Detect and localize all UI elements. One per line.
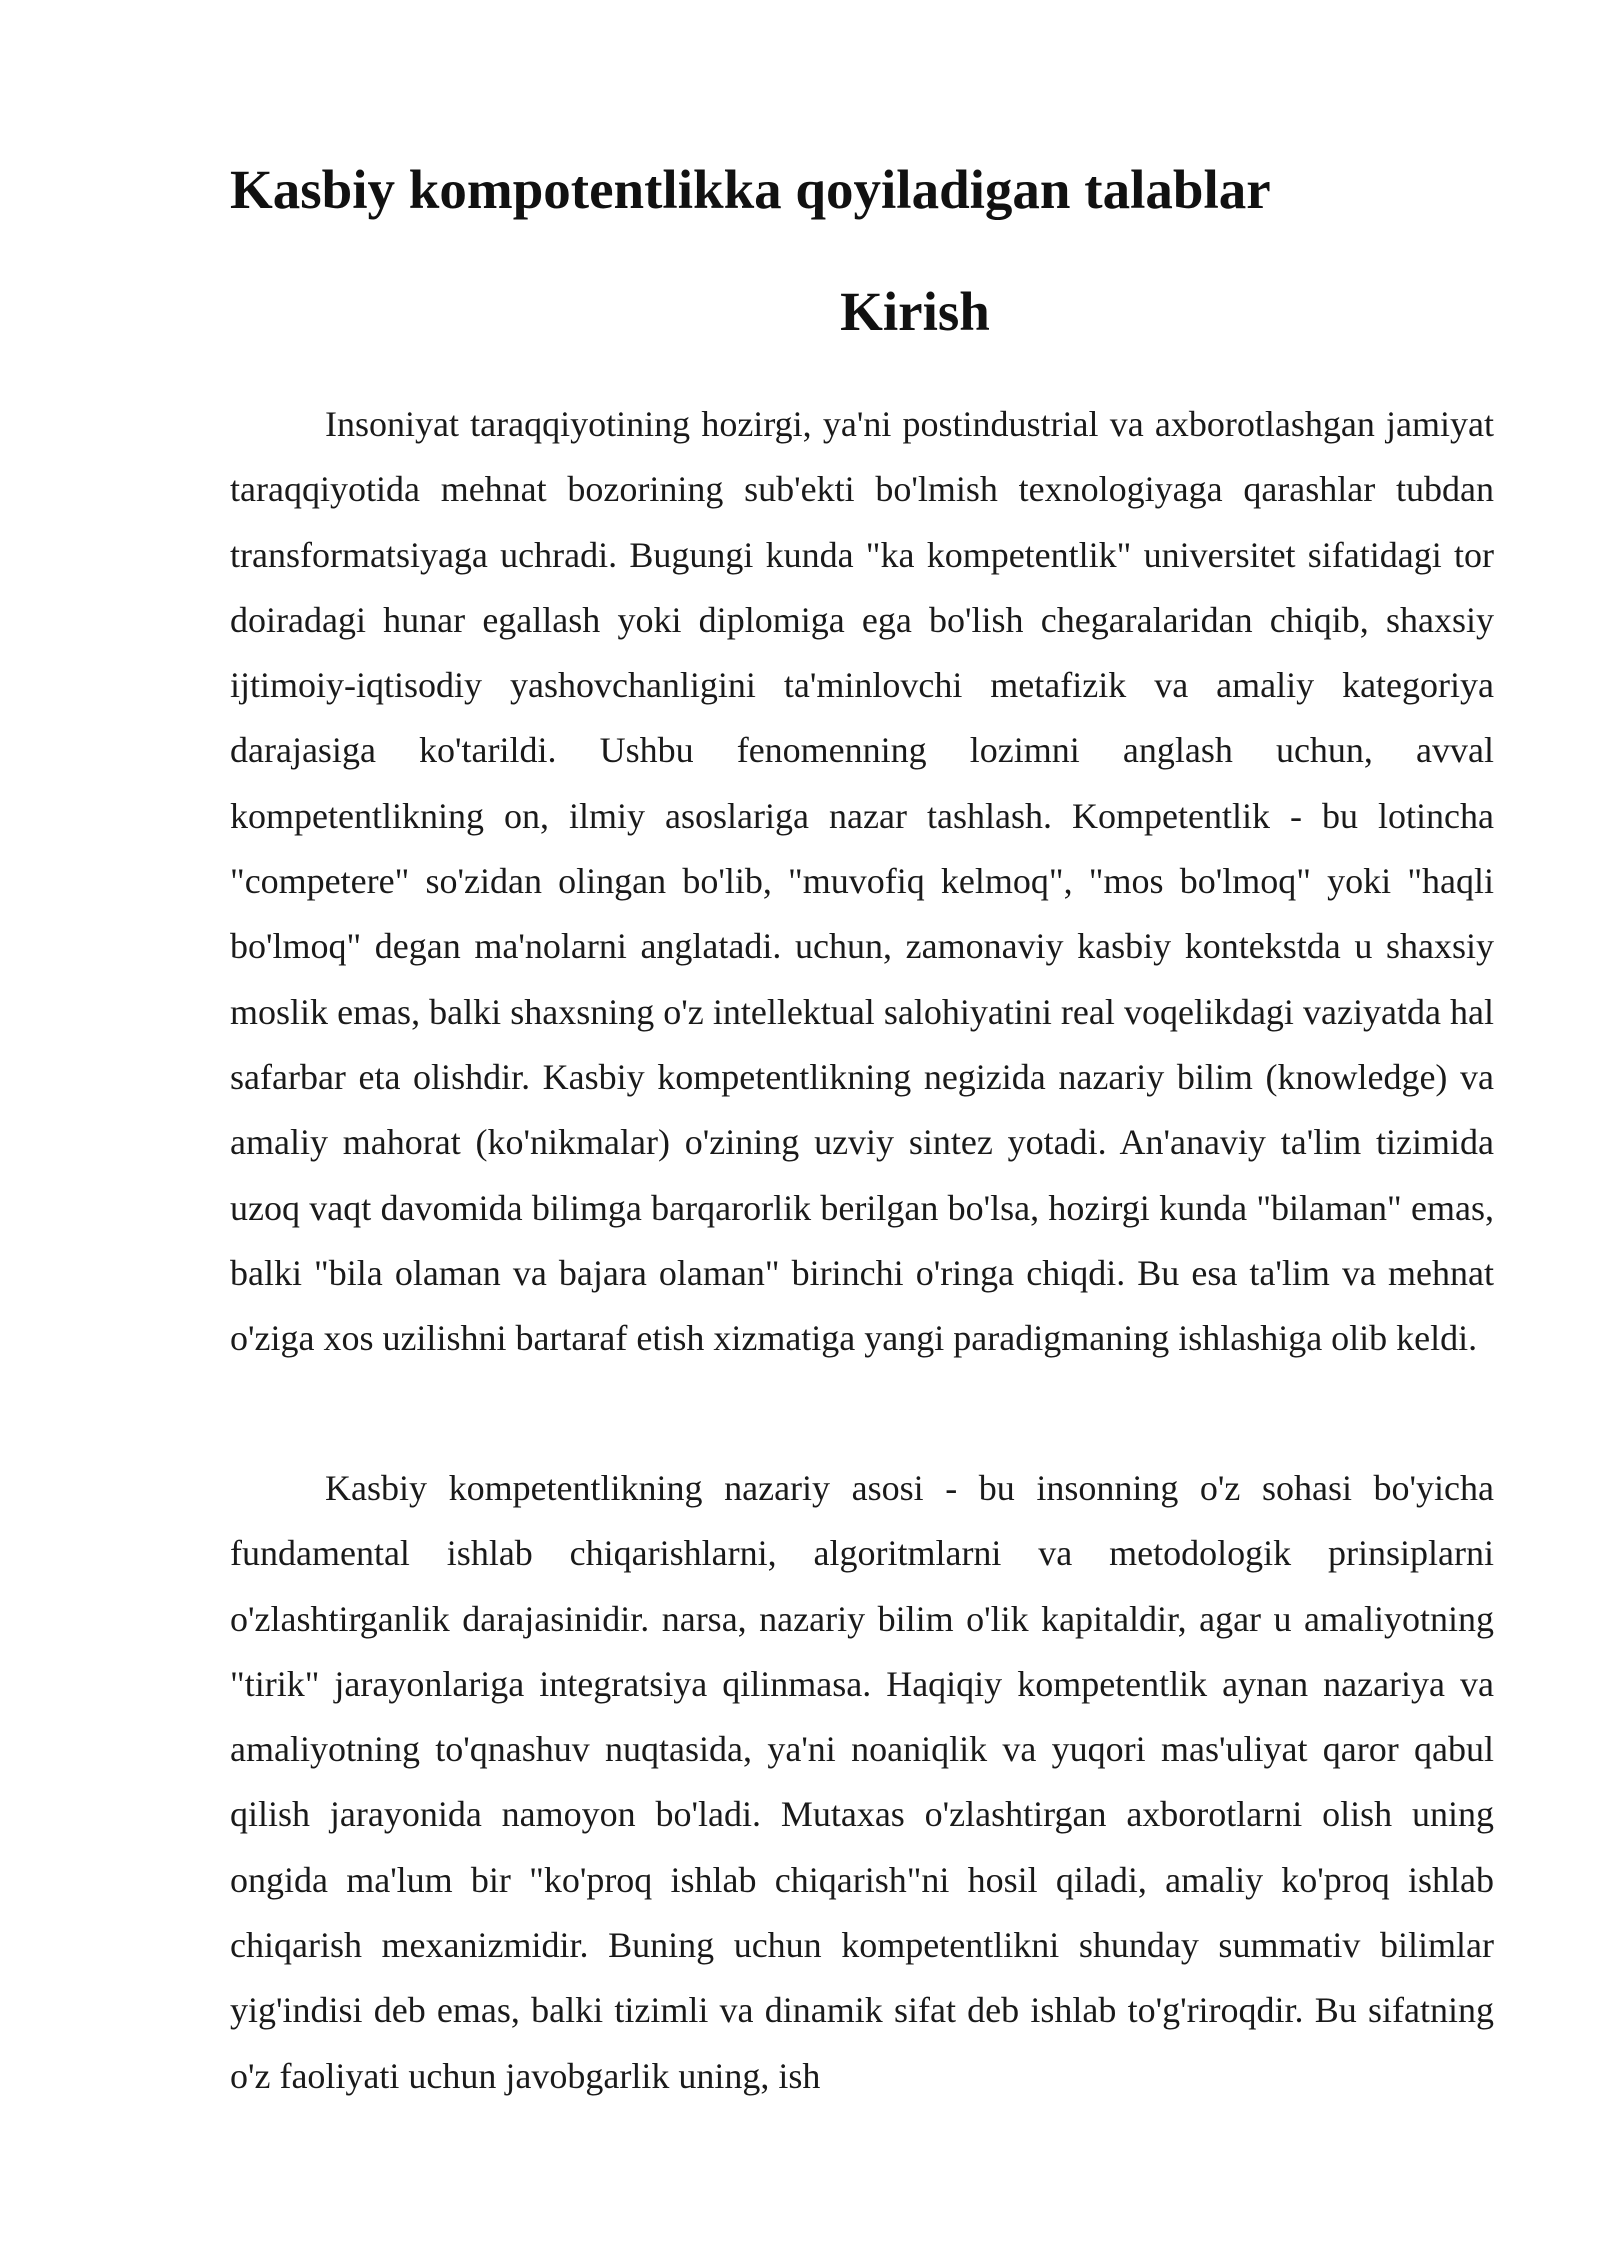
body-paragraph: Kasbiy kompetentlikning nazariy asosi - bu insonning o'z sohasi bo'yicha fundamental ishlab chiqarishlarni, algoritmlarni va metodologik prinsiplarni o'zlashtirganlik darajasinidir. narsa, nazariy bilim o'lik kapitaldir, agar u amaliyotning "tirik" jarayonlariga integratsiya qilinmasa. Haqiqiy kompetentlik aynan nazariya va amaliyotning to'qnashuv nuqtasida, ya'ni noaniqlik va yuqori mas'uliyat qaror qabul qilish jarayonida namoyon bo'ladi. Mutaxas o'zlashtirgan axborotlarni olish uning ongida ma'lum bir "ko'proq ishlab chiqarish"ni hosil qiladi, amaliy ko'proq ishlab chiqarish mexanizmidir. Buning uchun kompetentlikni shunday summativ bilimlar yig'indisi deb emas, balki tizimli va dinamik sifat deb ishlab to'g'riroqdir. Bu sifatning o'z faoliyati uchun javobgarlik uning, ish — [230, 1468, 1494, 2096]
body-paragraph: Insoniyat taraqqiyotining hozirgi, ya'ni postindustrial va axborotlashgan jamiyat taraqqiyotida mehnat bozorining sub'ekti bo'lmish texnologiyaga qarashlar tubdan transformatsiyaga uchradi. Bugungi kunda "ka kompetentlik" universitet sifatidagi tor doiradagi hunar egallash yoki diplomiga ega bo'lish chegaralaridan chiqib, shaxsiy ijtimoiy-iqtisodiy yashovchanligini ta'minlovchi metafizik va amaliy kategoriya darajasiga ko'tarildi. Ushbu fenomenning lozimni anglash uchun, avval kompetentlikning on, ilmiy asoslariga nazar tashlash. Kompetentlik - bu lotincha "competere" so'zidan olingan bo'lib, "muvofiq kelmoq", "mos bo'lmoq" yoki "haqli bo'lmoq" degan ma'nolarni anglatadi. uchun, zamonaviy kasbiy kontekstda u shaxsiy moslik emas, balki shaxsning o'z intellektual salohiyatini real voqelikdagi vaziyatda hal safarbar eta olishdir. Kasbiy kompetentlikning negizida nazariy bilim (knowledge) va amaliy mahorat (ko'nikmalar) o'zining uzviy sintez yotadi. An'anaviy ta'lim tizimida uzoq vaqt davomida bilimga barqarorlik berilgan bo'lsa, hozirgi kunda "bilaman" emas, balki "bila olaman va bajara olaman" birinchi o'ringa chiqdi. Bu esa ta'lim va mehnat o'ziga xos uzilishni bartaraf etish xizmatiga yangi paradigmaning ishlashiga olib keldi. — [230, 404, 1494, 1359]
section-heading: Kirish — [840, 281, 990, 342]
document-title: Kasbiy kompotentlikka qoyiladigan talablar — [230, 159, 1271, 220]
